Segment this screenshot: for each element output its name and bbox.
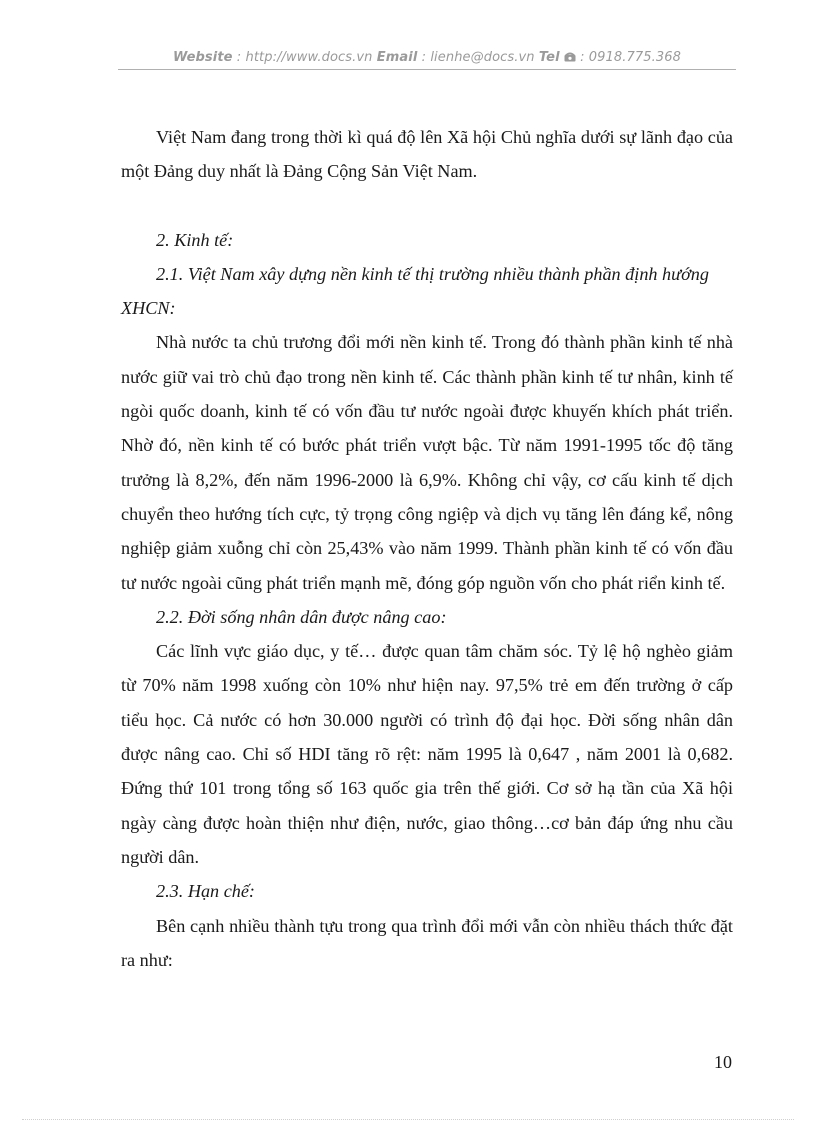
heading-economy: 2. Kinh tế: (156, 229, 234, 250)
paragraph-gap (121, 189, 733, 223)
heading-2-3: 2.3. Hạn chế: (156, 881, 255, 902)
page-header (118, 50, 736, 65)
website-url: : http://www.docs.vn (232, 50, 377, 65)
footer-divider (22, 1119, 794, 1120)
paragraph-2-3: Bên cạnh nhiều thành tựu trong qua trình đổi mới vẫn còn nhiều thách thức đặt ra như: (121, 915, 733, 970)
phone-icon (564, 50, 576, 65)
email-address: : lienhe@docs.vn (417, 50, 539, 65)
page-number: 10 (714, 1052, 732, 1072)
paragraph-2-2: Các lĩnh vực giáo dục, y tế… được quan tâm chăm sóc. Tỷ lệ hộ nghèo giảm từ 70% năm 1998 xuống còn 10% như hiện nay. 97,5% trẻ em đến trường ở cấp tiểu học. Cả nước có hơn 30.000 người có trình độ đại học. Đời sống nhân dân được nâng cao. Chỉ số HDI tăng rõ rệt: năm 1995 là 0,647 , năm 2001 là 0,682. Đứng thứ 101 trong tổng số 163 quốc gia trên thế giới. Cơ sở hạ tần của Xã hội ngày càng được hoàn thiện như điện, nước, giao thông…cơ bản đáp ứng nhu cầu người dân. (121, 641, 733, 867)
header-divider (118, 69, 736, 70)
heading-2-2: 2.2. Đời sống nhân dân được nâng cao: (156, 606, 447, 627)
tel-label: Tel (538, 50, 560, 65)
website-label: Website (173, 50, 233, 65)
phone-number: : 0918.775.368 (575, 50, 681, 65)
email-label: Email (376, 50, 418, 65)
heading-2-1: 2.1. Việt Nam xây dựng nền kinh tế thị trường nhiều thành phần định hướng XHCN: (121, 263, 709, 319)
intro-paragraph: Việt Nam đang trong thời kì quá độ lên Xã hội Chủ nghĩa dưới sự lãnh đạo của một Đảng duy nhất là Đảng Cộng Sản Việt Nam. (121, 127, 733, 182)
paragraph-2-1: Nhà nước ta chủ trương đổi mới nền kinh tế. Trong đó thành phần kinh tế nhà nước giữ vai trò chủ đạo trong nền kinh tế. Các thành phần kinh tế tư nhân, kinh tế ngòi quốc doanh, kinh tế có vốn đầu tư nước ngoài được khuyến khích phát triển. Nhờ đó, nền kinh tế có bước phát triển vượt bậc. Từ năm 1991-1995 tốc độ tăng trưởng là 8,2%, đến năm 1996-2000 là 6,9%. Không chỉ vậy, cơ cấu kinh tế dịch chuyển theo hướng tích cực, tỷ trọng công ngiệp và dịch vụ tăng lên đáng kể, nông nghiệp giảm xuỗng chỉ còn 25,43% vào năm 1999. Thành phần kinh tế có vốn đầu tư nước ngoài cũng phát triển mạnh mẽ, đóng góp nguồn vốn cho phát riển kinh tế. (121, 332, 733, 593)
document-body (121, 120, 733, 977)
